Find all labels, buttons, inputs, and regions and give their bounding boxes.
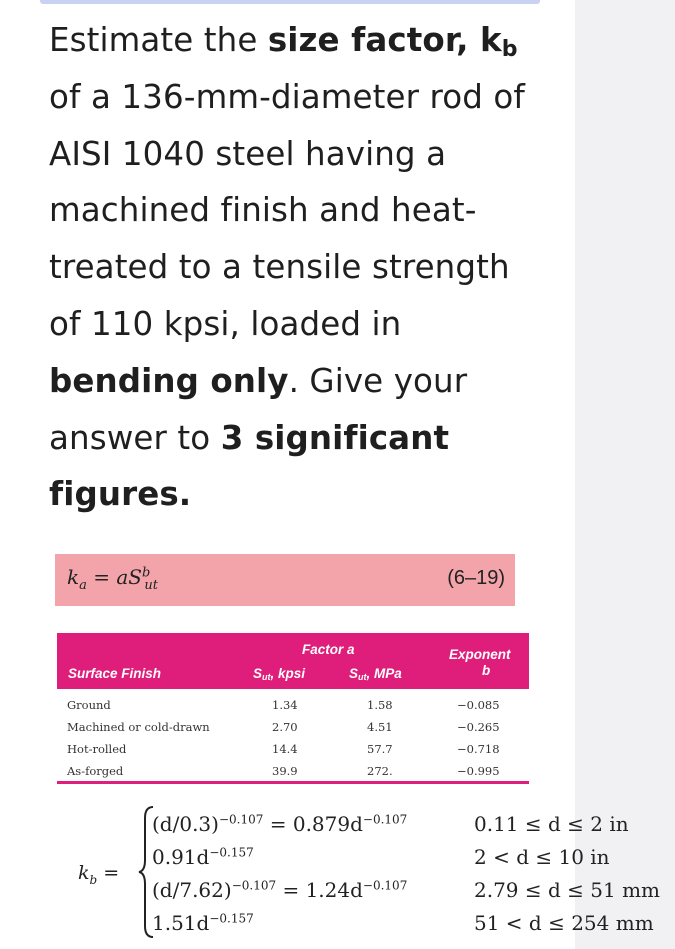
sut-sub: ut — [358, 672, 367, 682]
size-factor-bold — [267, 21, 518, 62]
eq-sub: ut — [144, 578, 158, 593]
kb-range-3: 2.79 ≤ d ≤ 51 mm — [474, 878, 661, 902]
table-row — [57, 698, 529, 720]
case-eq: = 1.24d — [276, 878, 363, 902]
kb-case-1 — [152, 812, 407, 836]
cell-b: −0.085 — [457, 698, 500, 712]
size-factor-subscript: b — [501, 37, 518, 62]
kb-sub: b — [89, 872, 98, 887]
cell-kpsi: 39.9 — [272, 764, 298, 778]
header-sut-mpa — [349, 666, 402, 682]
header-exponent-b: b — [482, 663, 491, 678]
case-expr: (d/7.62) — [152, 878, 232, 902]
cell-mpa: 272. — [367, 764, 393, 778]
header-exponent: Exponent — [449, 647, 511, 662]
card-top-accent — [40, 0, 540, 4]
case-eq: = 0.879d — [263, 812, 363, 836]
case-expr: 0.91d — [152, 845, 210, 869]
question-part-3: . Give your answer to — [49, 361, 468, 457]
sut-s: S — [253, 666, 263, 681]
cell-finish: Ground — [67, 698, 111, 712]
table-row — [57, 742, 529, 764]
eq-mid: = aS — [86, 565, 142, 589]
case-exp: −0.107 — [362, 812, 408, 827]
cell-kpsi: 2.70 — [272, 720, 298, 734]
case-exp: −0.157 — [209, 845, 254, 860]
equation-number: (6–19) — [447, 567, 505, 589]
eq-k: k — [67, 565, 80, 589]
kb-case-2 — [152, 845, 254, 869]
cell-mpa: 1.58 — [367, 698, 393, 712]
kb-k: k — [78, 862, 90, 884]
cell-finish: Machined or cold-drawn — [67, 720, 210, 734]
case-expr: (d/0.3) — [152, 812, 219, 836]
header-sut-kpsi — [253, 666, 305, 682]
cell-b: −0.995 — [457, 764, 500, 778]
question-part-2: of a 136-mm-diameter rod of AISI 1040 steel having a machined finish and heat-treated to a tensile strength of 110 kpsi, loaded in — [49, 77, 525, 343]
sut-unit: , MPa — [366, 666, 402, 681]
question-part-1: Estimate the — [49, 21, 268, 59]
kb-range-2: 2 < d ≤ 10 in — [474, 845, 610, 869]
table-header — [57, 633, 529, 689]
eq-sup: b — [142, 565, 151, 581]
case-exp: −0.107 — [218, 812, 264, 827]
header-factor-a: Factor a — [302, 642, 355, 657]
sut-s: S — [349, 666, 359, 681]
table-row — [57, 720, 529, 742]
header-surface-finish: Surface Finish — [68, 666, 162, 681]
question-text — [49, 12, 549, 523]
cell-b: −0.718 — [457, 742, 500, 756]
table-body — [57, 689, 529, 784]
cell-b: −0.265 — [457, 720, 500, 734]
kb-lhs — [78, 862, 119, 887]
kb-range-4: 51 < d ≤ 254 mm — [474, 911, 654, 935]
kb-case-4 — [152, 911, 254, 935]
cell-mpa: 4.51 — [367, 720, 393, 734]
sut-sub: ut — [262, 672, 271, 682]
cell-kpsi: 1.34 — [272, 698, 298, 712]
sut-unit: , kpsi — [270, 666, 306, 681]
case-exp: −0.107 — [362, 878, 408, 893]
bending-only-bold: bending only — [49, 361, 289, 400]
sig-figs-bold: 3 significant figures. — [49, 418, 450, 514]
case-exp: −0.107 — [231, 878, 277, 893]
case-exp: −0.157 — [209, 911, 254, 926]
kb-eq: = — [97, 862, 120, 884]
equation-box — [55, 554, 515, 606]
cell-kpsi: 14.4 — [272, 742, 298, 756]
cell-mpa: 57.7 — [367, 742, 393, 756]
surface-factor-table — [57, 633, 529, 784]
equation-lhs — [67, 565, 158, 593]
cell-finish: As-forged — [67, 764, 124, 778]
cell-finish: Hot-rolled — [67, 742, 127, 756]
eq-k-sub: a — [79, 578, 87, 593]
kb-range-1: 0.11 ≤ d ≤ 2 in — [474, 812, 629, 836]
size-factor-label: size factor, k — [267, 21, 502, 59]
kb-case-3 — [152, 878, 407, 902]
case-expr: 1.51d — [152, 911, 210, 935]
table-row — [57, 764, 529, 786]
